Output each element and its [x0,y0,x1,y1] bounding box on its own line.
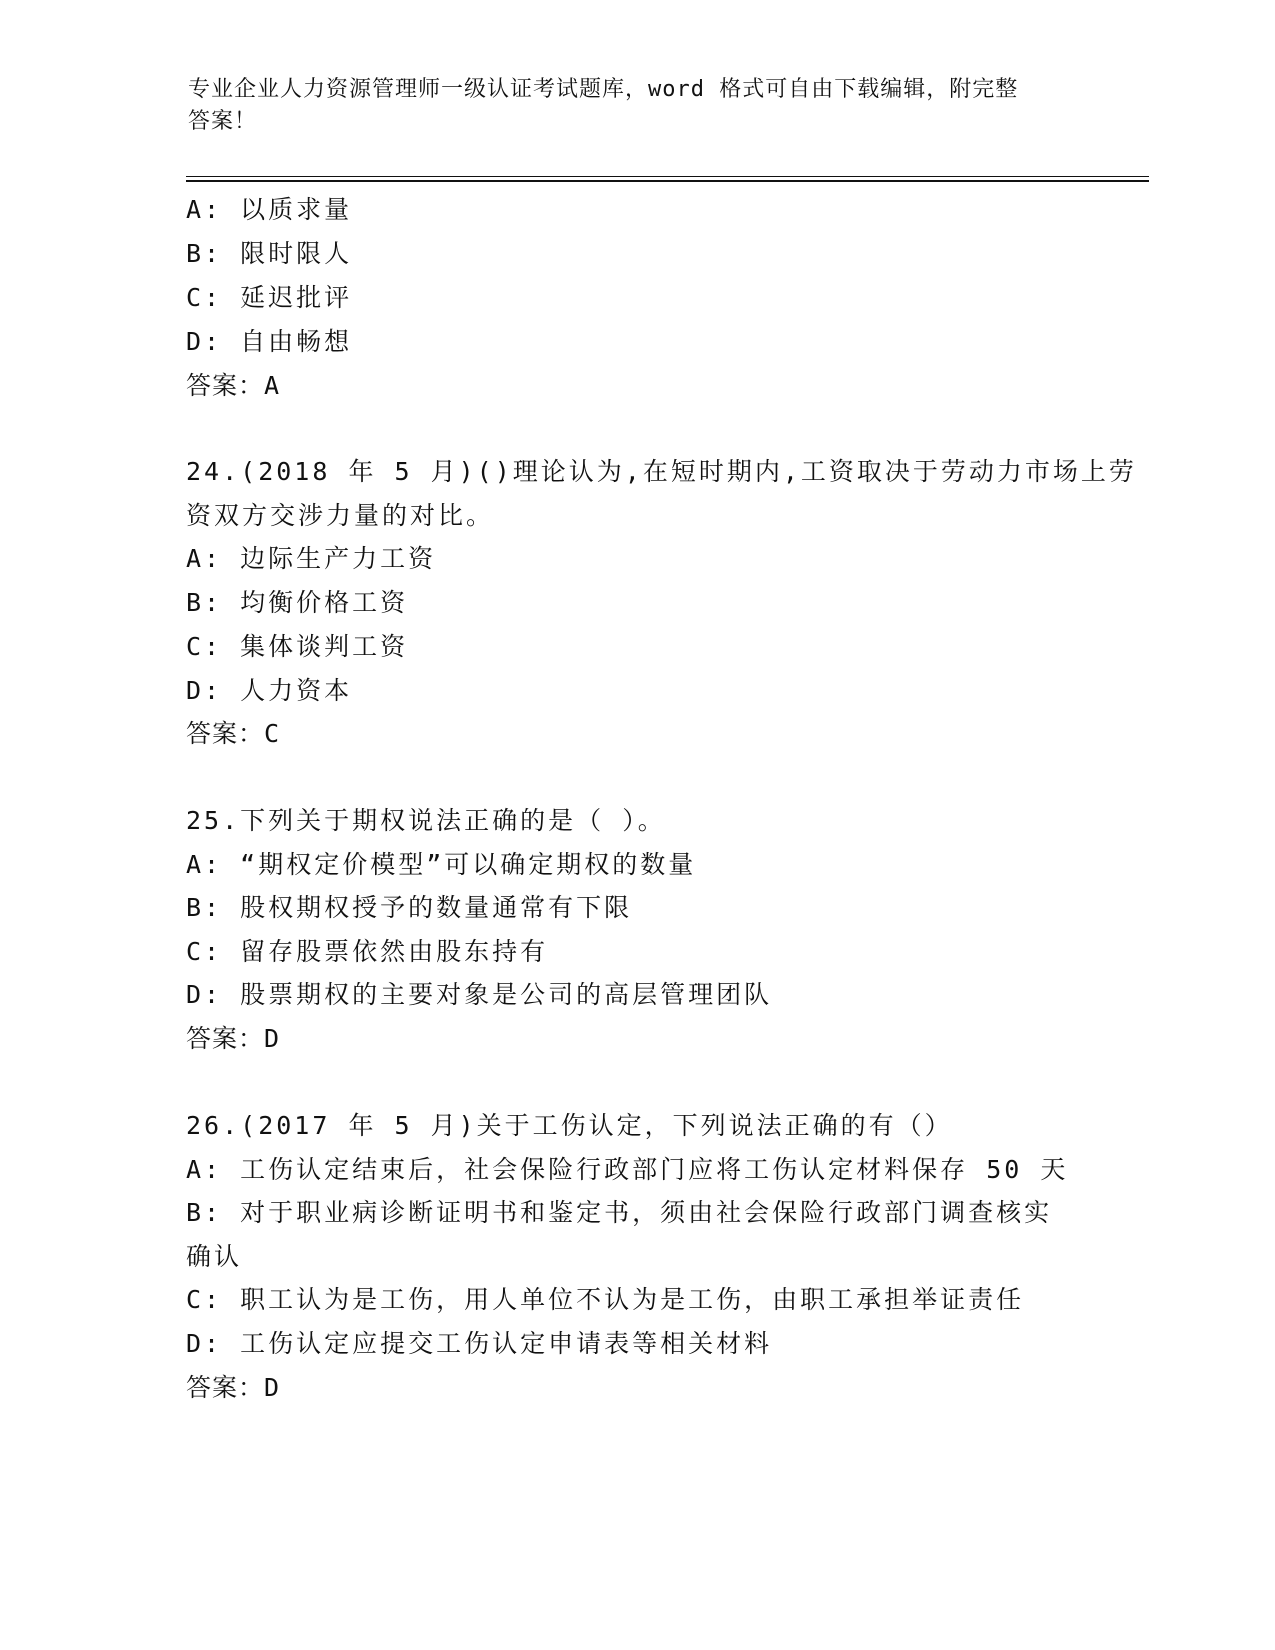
q24-option-a: A: 边际生产力工资 [186,544,437,573]
header-line-2: 答案！ [188,109,258,134]
q25-option-b: B: 股权期权授予的数量通常有下限 [186,893,633,922]
q24-stem-line-1: 24.(2018 年 5 月)()理论认为,在短时期内,工资取决于劳动力市场上劳 [186,457,1137,486]
q26-option-b-line-1: B: 对于职业病诊断证明书和鉴定书，须由社会保险行政部门调查核实 [186,1198,1053,1227]
q24-answer: 答案：C [186,719,281,748]
q24-stem-line-2: 资双方交涉力量的对比。 [186,501,495,530]
q25-option-c: C: 留存股票依然由股东持有 [186,937,549,966]
q26-answer: 答案：D [186,1373,281,1402]
q26-option-d: D: 工伤认定应提交工伤认定申请表等相关材料 [186,1329,773,1358]
q23-option-d: D: 自由畅想 [186,327,353,356]
q24-option-d: D: 人力资本 [186,676,353,705]
q25-answer: 答案：D [186,1024,281,1053]
q25-option-a: A: “期权定价模型”可以确定期权的数量 [186,850,697,879]
header-divider-thin [186,176,1149,177]
q23-option-a: A: 以质求量 [186,195,353,224]
header-line-1: 专业企业人力资源管理师一级认证考试题库，word 格式可自由下载编辑，附完整 [188,77,1019,102]
q26-option-b-line-2: 确认 [186,1242,243,1271]
q23-option-b: B: 限时限人 [186,239,353,268]
document-header [188,74,1068,138]
q26-stem: 26.(2017 年 5 月)关于工伤认定，下列说法正确的有（） [186,1111,953,1140]
q24-option-c: C: 集体谈判工资 [186,632,409,661]
q23-answer: 答案：A [186,371,281,400]
q25-stem: 25.下列关于期权说法正确的是（ ）。 [186,806,666,835]
q25-option-d: D: 股票期权的主要对象是公司的高层管理团队 [186,980,773,1009]
q24-option-b: B: 均衡价格工资 [186,588,409,617]
q23-option-c: C: 延迟批评 [186,283,353,312]
header-divider-thick [186,180,1149,182]
q26-option-c: C: 职工认为是工伤，用人单位不认为是工伤，由职工承担举证责任 [186,1285,1025,1314]
q26-option-a: A: 工伤认定结束后，社会保险行政部门应将工伤认定材料保存 50 天 [186,1155,1069,1184]
